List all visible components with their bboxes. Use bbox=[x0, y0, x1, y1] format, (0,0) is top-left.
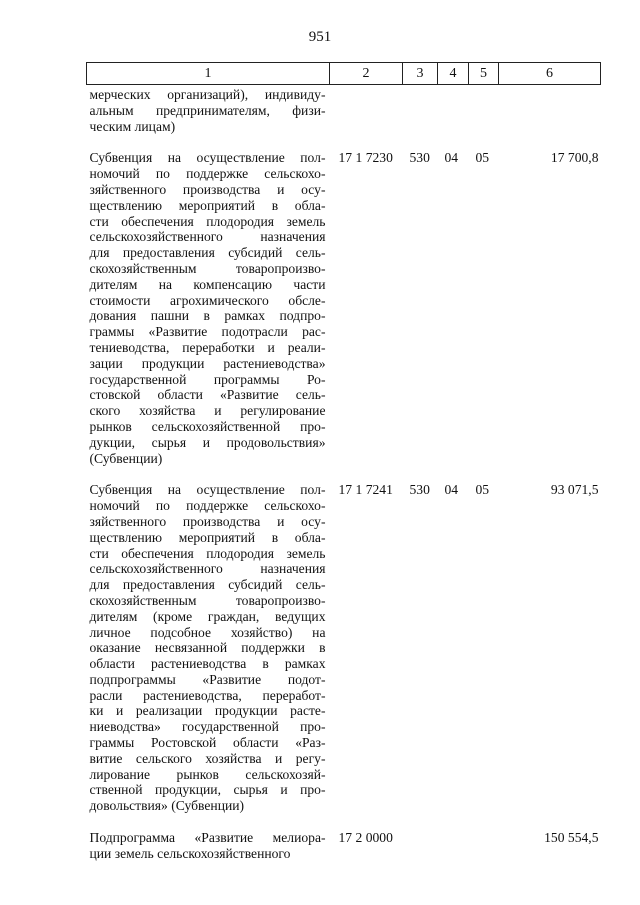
row-subsection bbox=[469, 830, 499, 862]
description-line: оказание несвязанной поддержки в bbox=[89, 640, 326, 656]
row-expense-type: 530 bbox=[409, 150, 430, 166]
description-line: расли растениеводства, переработ- bbox=[89, 687, 326, 703]
table-row bbox=[87, 482, 601, 814]
row-amount bbox=[499, 85, 601, 135]
description-line: зяйственного производства и осу- bbox=[89, 513, 326, 529]
description-line: лирование рынков сельскохозяй- bbox=[89, 766, 326, 782]
row-subsection: 05 bbox=[475, 482, 490, 498]
row-spacer bbox=[87, 466, 601, 482]
table-body bbox=[87, 85, 601, 862]
row-expense-type bbox=[403, 830, 438, 862]
description-line: зяйственного производства и осу- bbox=[89, 181, 326, 197]
description-line: ции земель сельскохозяйственного bbox=[89, 845, 291, 861]
row-target-code: 17 2 0000 bbox=[338, 830, 393, 846]
row-description bbox=[87, 85, 330, 135]
description-line: подпрограммы «Развитие подот- bbox=[89, 671, 326, 687]
description-line: государственной программы Ро- bbox=[89, 371, 326, 387]
header-col-5: 5 bbox=[469, 63, 499, 85]
row-spacer bbox=[87, 134, 601, 150]
description-line: стоимости агрохимического обсле- bbox=[89, 292, 326, 308]
description-line: Субвенция на осуществление пол- bbox=[89, 150, 326, 166]
description-line: довольствия» (Субвенции) bbox=[89, 798, 245, 814]
page-number: 951 bbox=[308, 29, 332, 45]
table-row bbox=[87, 830, 601, 862]
description-line: скохозяйственным товаропроизво- bbox=[89, 592, 326, 608]
header-col-4: 4 bbox=[438, 63, 469, 85]
row-section: 04 bbox=[444, 482, 459, 498]
description-line: дования пашни в рамках подпро- bbox=[89, 308, 326, 324]
row-amount: 150 554,5 bbox=[544, 830, 599, 846]
description-line: области растениеводства в рамках bbox=[89, 656, 326, 672]
description-line: для предоставления субсидий сель- bbox=[89, 245, 326, 261]
row-target-code: 17 1 7241 bbox=[338, 482, 393, 498]
description-line: ки и реализации продукции расте- bbox=[89, 703, 326, 719]
row-subsection: 05 bbox=[475, 150, 490, 166]
description-line: стовской области «Развитие сель- bbox=[89, 387, 326, 403]
description-line: дителям (кроме граждан, ведущих bbox=[89, 608, 326, 624]
description-line: ниеводства» государственной про- bbox=[89, 719, 326, 735]
description-line: сти обеспечения плодородия земель bbox=[89, 545, 326, 561]
description-line: ществлению мероприятий в обла- bbox=[89, 197, 326, 213]
description-line: для предоставления субсидий сель- bbox=[89, 577, 326, 593]
table-row bbox=[87, 150, 601, 466]
description-line: граммы «Развитие подотрасли рас- bbox=[89, 324, 326, 340]
description-line: ществлению мероприятий в обла- bbox=[89, 529, 326, 545]
row-section bbox=[438, 830, 469, 862]
description-line: номочий по поддержке сельскохо- bbox=[89, 498, 326, 514]
row-amount: 93 071,5 bbox=[550, 482, 599, 498]
description-line: граммы Ростовской области «Раз- bbox=[89, 735, 326, 751]
row-target-code: 17 1 7230 bbox=[338, 150, 393, 166]
description-line: (Субвенции) bbox=[89, 450, 163, 466]
description-line: номочий по поддержке сельскохо- bbox=[89, 166, 326, 182]
description-line: Подпрограмма «Развитие мелиора- bbox=[89, 830, 326, 846]
header-col-3: 3 bbox=[403, 63, 438, 85]
description-line: сельскохозяйственного назначения bbox=[89, 561, 326, 577]
row-target-code bbox=[330, 85, 403, 135]
description-line: альным предпринимателям, физи- bbox=[89, 102, 326, 118]
row-amount: 17 700,8 bbox=[550, 150, 599, 166]
header-col-6: 6 bbox=[499, 63, 601, 85]
row-description bbox=[87, 150, 330, 466]
description-line: ственной продукции, сырья и про- bbox=[89, 782, 326, 798]
description-line: сельскохозяйственного назначения bbox=[89, 229, 326, 245]
budget-table bbox=[86, 62, 601, 862]
description-line: сти обеспечения плодородия земель bbox=[89, 213, 326, 229]
description-line: витие сельского хозяйства и регу- bbox=[89, 750, 326, 766]
row-spacer bbox=[87, 814, 601, 830]
header-col-1: 1 bbox=[87, 63, 330, 85]
row-section: 04 bbox=[444, 150, 459, 166]
row-description bbox=[87, 830, 330, 862]
row-section bbox=[438, 85, 469, 135]
description-line: ческим лицам) bbox=[89, 118, 176, 134]
description-line: скохозяйственным товаропроизво- bbox=[89, 260, 326, 276]
table-header bbox=[87, 63, 601, 85]
row-expense-type: 530 bbox=[409, 482, 430, 498]
row-expense-type bbox=[403, 85, 438, 135]
description-line: дукции, сырья и продовольствия» bbox=[89, 434, 326, 450]
header-col-2: 2 bbox=[330, 63, 403, 85]
description-line: личное подсобное хозяйство) на bbox=[89, 624, 326, 640]
description-line: дителям на компенсацию части bbox=[89, 276, 326, 292]
row-description bbox=[87, 482, 330, 814]
description-line: зации продукции растениеводства» bbox=[89, 355, 326, 371]
row-subsection bbox=[469, 85, 499, 135]
table-row bbox=[87, 85, 601, 135]
description-line: рынков сельскохозяйственной про- bbox=[89, 418, 326, 434]
description-line: ского хозяйства и регулирование bbox=[89, 403, 326, 419]
description-line: мерческих организаций), индивиду- bbox=[89, 87, 326, 102]
description-line: тениеводства, переработки и реали- bbox=[89, 339, 326, 355]
description-line: Субвенция на осуществление пол- bbox=[89, 482, 326, 498]
